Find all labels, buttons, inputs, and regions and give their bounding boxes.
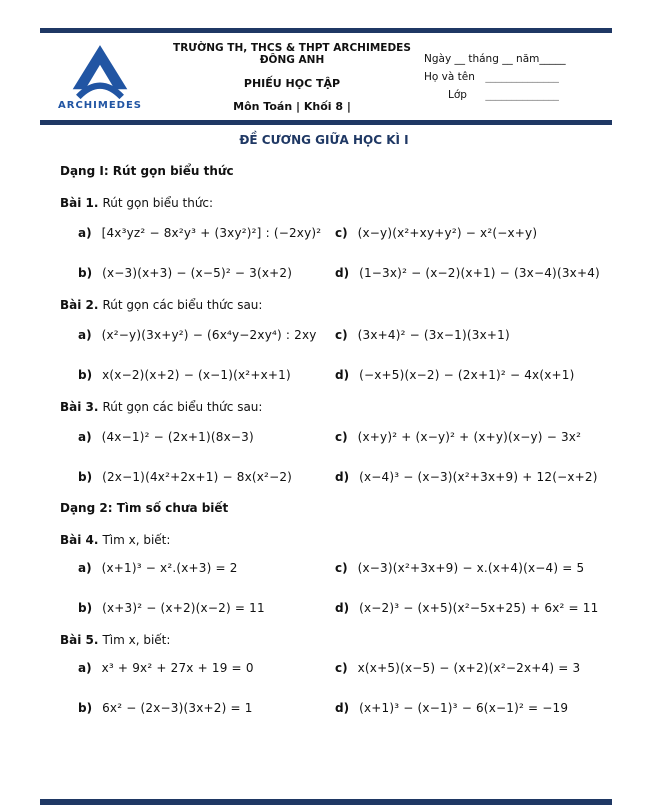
exercise-1-item-c — [335, 226, 612, 240]
exercise-5-item-c — [335, 661, 612, 675]
item-key: d) — [335, 266, 350, 280]
exercise-3-item-b — [40, 470, 335, 484]
exercise-2-heading — [60, 298, 612, 312]
item-key: b) — [78, 470, 93, 484]
class-label: Lớp — [448, 89, 467, 101]
exercise-4-heading — [60, 533, 612, 547]
exercise-4-items — [40, 561, 612, 615]
item-expression: (1−3x)² − (x−2)(x+1) − (3x−4)(3x+4) — [359, 266, 600, 280]
item-key: d) — [335, 368, 350, 382]
sheet-title: PHIẾU HỌC TẬP — [243, 76, 341, 90]
exercise-3-prompt: Rút gọn các biểu thức sau: — [102, 400, 263, 414]
item-expression: [4x³yz² − 8x²y³ + (3xy²)²] : (−2xy)² — [101, 226, 322, 240]
footer-rule — [40, 799, 612, 805]
exercise-3-items — [40, 430, 612, 484]
item-expression: (−x+5)(x−2) − (2x+1)² − 4x(x+1) — [359, 368, 575, 382]
item-expression: 6x² − (2x−3)(3x+2) = 1 — [102, 701, 253, 715]
header-bottom-rule — [40, 120, 612, 125]
exercise-3-item-d — [335, 470, 612, 484]
exercise-2-prompt: Rút gọn các biểu thức sau: — [102, 298, 263, 312]
item-key: b) — [78, 368, 93, 382]
exercise-4-item-a — [40, 561, 335, 575]
item-key: b) — [78, 601, 93, 615]
exercise-2-item-b — [40, 368, 335, 382]
item-expression: (x−2)³ − (x+5)(x²−5x+25) + 6x² = 11 — [359, 601, 599, 615]
exercise-5-items — [40, 661, 612, 715]
item-expression: x(x−2)(x+2) − (x−1)(x²+x+1) — [102, 368, 291, 382]
item-key: c) — [335, 328, 348, 342]
exercise-4-item-d — [335, 601, 612, 615]
worksheet-header — [40, 38, 612, 116]
item-key: d) — [335, 701, 350, 715]
date-line: Ngày __ tháng __ năm_____ — [424, 53, 566, 65]
name-blank-line: ______________ — [485, 71, 559, 83]
name-label: Họ và tên — [424, 71, 475, 83]
exercise-1-items — [40, 226, 612, 280]
exercise-4-item-b — [40, 601, 335, 615]
item-key: a) — [78, 328, 92, 342]
item-expression: x³ + 9x² + 27x + 19 = 0 — [101, 661, 254, 675]
item-expression: (x+1)³ − x².(x+3) = 2 — [101, 561, 238, 575]
item-expression: (x−3)(x+3) − (x−5)² − 3(x+2) — [102, 266, 293, 280]
school-logo — [40, 43, 160, 111]
exercise-3-heading — [60, 400, 612, 414]
item-key: c) — [335, 430, 348, 444]
exercise-5-item-d — [335, 701, 612, 715]
archimedes-logo-icon — [61, 43, 139, 99]
section-heading-dang-1: Dạng I: Rút gọn biểu thức — [60, 164, 234, 178]
exercise-1-item-b — [40, 266, 335, 280]
exercise-4-item-c — [335, 561, 612, 575]
exercise-1-item-a — [40, 226, 335, 240]
item-key: c) — [335, 561, 348, 575]
item-expression: (2x−1)(4x²+2x+1) − 8x(x²−2) — [102, 470, 293, 484]
item-key: a) — [78, 661, 92, 675]
item-key: a) — [78, 430, 92, 444]
exercise-4-prompt: Tìm x, biết: — [102, 533, 171, 547]
item-key: d) — [335, 601, 350, 615]
item-expression: (x−4)³ − (x−3)(x²+3x+9) + 12(−x+2) — [359, 470, 598, 484]
item-key: d) — [335, 470, 350, 484]
exercise-2-item-d — [335, 368, 612, 382]
class-blank-line: ______________ — [485, 89, 559, 101]
item-key: c) — [335, 226, 348, 240]
item-expression: (x+1)³ − (x−1)³ − 6(x−1)² = −19 — [359, 701, 569, 715]
document-title: ĐỀ CƯƠNG GIỮA HỌC KÌ I — [239, 133, 409, 147]
item-key: a) — [78, 561, 92, 575]
item-key: a) — [78, 226, 92, 240]
exercise-1-heading — [60, 196, 612, 210]
exercise-5-prompt: Tìm x, biết: — [102, 633, 171, 647]
exercise-3-label: Bài 3. — [60, 400, 99, 414]
exercise-5-label: Bài 5. — [60, 633, 99, 647]
subject-grade-line: Môn Toán | Khối 8 | — [233, 99, 351, 113]
header-fill-in-block — [424, 47, 612, 107]
name-row — [424, 71, 612, 83]
exercise-5-heading — [60, 633, 612, 647]
exercise-1-label: Bài 1. — [60, 196, 99, 210]
exercise-2-label: Bài 2. — [60, 298, 99, 312]
exercise-3-item-a — [40, 430, 335, 444]
class-row — [424, 89, 612, 101]
exercise-2-items — [40, 328, 612, 382]
exercise-5-item-a — [40, 661, 335, 675]
item-expression: (x−y)(x²+xy+y²) − x²(−x+y) — [357, 226, 538, 240]
item-key: b) — [78, 266, 93, 280]
exercise-1-item-d — [335, 266, 612, 280]
exercise-2-item-a — [40, 328, 335, 342]
exercise-4-label: Bài 4. — [60, 533, 99, 547]
item-expression: (x+y)² + (x−y)² + (x+y)(x−y) − 3x² — [357, 430, 582, 444]
exercise-3-item-c — [335, 430, 612, 444]
school-name: TRƯỜNG TH, THCS & THPT ARCHIMEDES ĐÔNG ANH — [173, 41, 411, 66]
exercise-5-item-b — [40, 701, 335, 715]
logo-wordmark: ARCHIMEDES — [58, 100, 142, 111]
exercise-2-item-c — [335, 328, 612, 342]
item-expression: x(x+5)(x−5) − (x+2)(x²−2x+4) = 3 — [357, 661, 581, 675]
item-key: c) — [335, 661, 348, 675]
header-center — [160, 42, 424, 113]
exercise-1-prompt: Rút gọn biểu thức: — [102, 196, 214, 210]
item-expression: (x²−y)(3x+y²) − (6x⁴y−2xy⁴) : 2xy — [101, 328, 317, 342]
item-expression: (x+3)² − (x+2)(x−2) = 11 — [102, 601, 265, 615]
header-top-rule — [40, 28, 612, 33]
item-expression: (4x−1)² − (2x+1)(8x−3) — [101, 430, 254, 444]
item-key: b) — [78, 701, 93, 715]
section-heading-dang-2: Dạng 2: Tìm số chưa biết — [60, 501, 229, 515]
item-expression: (3x+4)² − (3x−1)(3x+1) — [357, 328, 510, 342]
item-expression: (x−3)(x²+3x+9) − x.(x+4)(x−4) = 5 — [357, 561, 585, 575]
